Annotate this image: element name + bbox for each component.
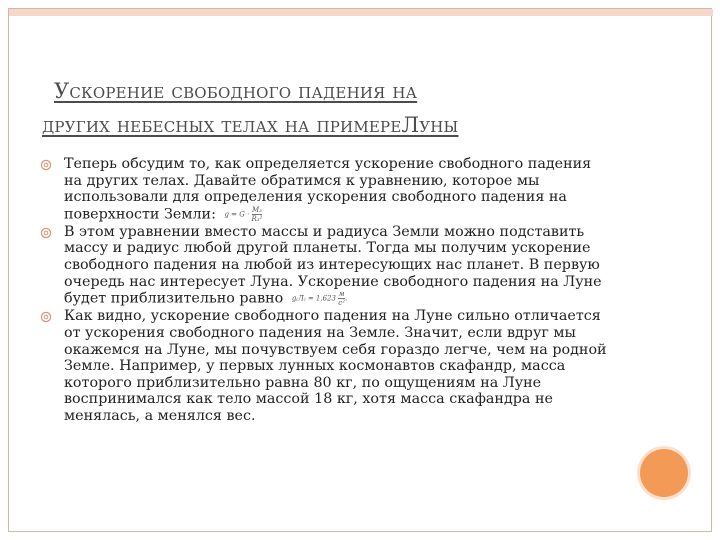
- title-line-1: Ускорение свободного падения на: [54, 79, 418, 103]
- bullet-icon: [40, 159, 52, 171]
- bullet-text-1: Теперь обсудим то, как определяется ускорение свободного падения на других телах. Давайте обратимся к уравнению, которое мы использовали для определения ускорения свободного падения на поверхности Земли:: [64, 156, 592, 223]
- decorative-circle: [640, 449, 688, 497]
- bullet-item-2: [40, 224, 610, 307]
- formula-gravity: [224, 206, 262, 223]
- formula-moon-den: с²: [338, 299, 345, 308]
- formula-gravity-den: R₃²: [251, 214, 263, 223]
- bullet-item-1: [40, 156, 610, 223]
- bullet-text-2: В этом уравнении вместо массы и радиуса Земли можно подставить массу и радиус любой другой планеты. Тогда мы получим ускорение свободного падения на любой из интересующих нас планет. В первую очередь нас интересует Луна. Ускорение свободного падения на Луне будет приблизительно равно: [64, 223, 602, 307]
- formula-moon-num: м: [338, 290, 345, 299]
- slide-title: [42, 74, 662, 142]
- bullet-list: [40, 156, 610, 426]
- bullet-icon: [40, 227, 52, 239]
- formula-moon-lhs: g₍Л₎ = 1,623: [291, 294, 336, 303]
- formula-gravity-lhs: g = G ·: [224, 210, 250, 219]
- bullet-icon: [40, 311, 52, 323]
- bullet-item-3: [40, 308, 610, 424]
- bullet-text-3: Как видно, ускорение свободного падения на Луне сильно отличается от ускорения свободного падения на Земле. Значит, если вдруг мы окажемся на Луне, мы почувствуем себя гораздо легче, чем на родной Земле. Например, у первых лунных космонавтов скафандр, масса которого приблизительно равна 80 кг, по ощущениям на Луне воспринимался как тело массой 18 кг, хотя масса скафандра не менялась, а менялся вес.: [64, 308, 607, 424]
- title-line-2: других небесных телах на примереЛуны: [42, 113, 459, 137]
- top-band: [9, 9, 713, 16]
- formula-gravity-num: M₃: [251, 205, 262, 214]
- formula-moon: g₍Л₎ = 1,623 $\frac{м}{\text{с²}}$ .: [291, 290, 348, 308]
